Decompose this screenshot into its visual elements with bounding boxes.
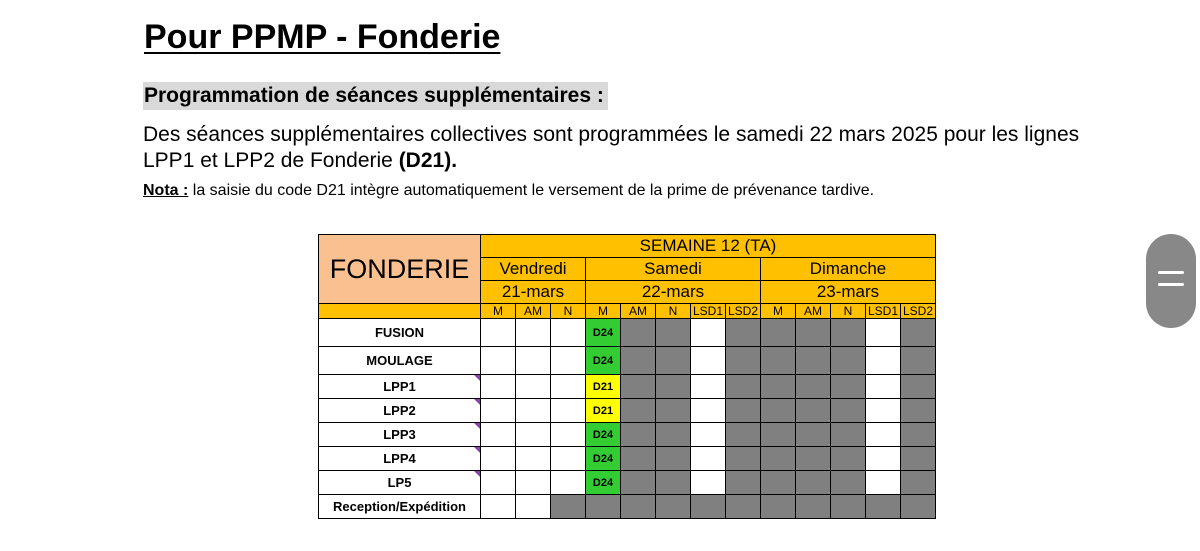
- grid-cell-unavailable: [656, 399, 691, 423]
- shift-header-n: N: [831, 304, 866, 319]
- shift-header-am: AM: [516, 304, 551, 319]
- grid-cell-unavailable: [726, 319, 761, 347]
- grid-cell-unavailable: [796, 423, 831, 447]
- grid-cell-empty: [516, 495, 551, 519]
- row-label-text: LP5: [387, 475, 412, 490]
- grid-cell-empty: [691, 375, 726, 399]
- shift-header-m: M: [481, 304, 516, 319]
- shift-header-am: AM: [796, 304, 831, 319]
- shift-header-lsd2: LSD2: [726, 304, 761, 319]
- comment-marker-icon: [474, 375, 480, 381]
- table-row: [319, 399, 936, 423]
- grid-cell-unavailable: [901, 375, 936, 399]
- grid-cell-unavailable: [796, 347, 831, 375]
- grid-cell-unavailable: [551, 495, 586, 519]
- grid-cell-empty: [691, 447, 726, 471]
- intro-paragraph: [143, 122, 1103, 174]
- grid-cell-unavailable: [901, 347, 936, 375]
- shift-header-am: AM: [621, 304, 656, 319]
- table-corner-fonderie: FONDERIE: [319, 235, 481, 304]
- row-label-text: LPP3: [383, 427, 416, 442]
- grid-cell-empty: [481, 471, 516, 495]
- section-heading: Programmation de séances supplémentaires :: [143, 82, 608, 110]
- table-row: [319, 375, 936, 399]
- week-header: SEMAINE 12 (TA): [481, 235, 936, 258]
- grid-cell-empty: [551, 375, 586, 399]
- date-header-23-mars: 23-mars: [761, 281, 936, 304]
- grid-cell-empty: [516, 399, 551, 423]
- grid-cell-empty: [481, 319, 516, 347]
- grid-cell-empty: [551, 447, 586, 471]
- grid-cell-unavailable: [831, 375, 866, 399]
- grid-cell-unavailable: [796, 319, 831, 347]
- grid-cell-unavailable: [901, 423, 936, 447]
- row-label: FUSION: [319, 319, 481, 347]
- grid-cell-unavailable: [656, 447, 691, 471]
- grid-cell-empty: [866, 471, 901, 495]
- grid-cell-unavailable: [621, 399, 656, 423]
- grid-cell-unavailable: [726, 471, 761, 495]
- shift-header-m: M: [761, 304, 796, 319]
- intro-code: (D21).: [398, 149, 458, 172]
- grid-cell-unavailable: [901, 319, 936, 347]
- grid-cell-unavailable: [726, 399, 761, 423]
- grid-cell-unavailable: [796, 399, 831, 423]
- grid-cell-unavailable: [621, 423, 656, 447]
- grid-cell-unavailable: [621, 447, 656, 471]
- grid-cell-empty: [691, 319, 726, 347]
- table-row: [319, 495, 936, 519]
- grid-cell-code: D24: [586, 347, 621, 375]
- grid-cell-unavailable: [621, 495, 656, 519]
- grid-cell-unavailable: [656, 319, 691, 347]
- nota-text: la saisie du code D21 intègre automatiquement le versement de la prime de prévenance tardive.: [188, 182, 875, 199]
- grid-cell-unavailable: [726, 347, 761, 375]
- grid-cell-unavailable: [761, 495, 796, 519]
- grid-cell-unavailable: [656, 423, 691, 447]
- intro-text: Des séances supplémentaires collectives sont programmées le samedi 22 mars 2025 pour les lignes LPP1 et LPP2 de Fonderie: [143, 123, 1080, 172]
- grid-cell-unavailable: [656, 495, 691, 519]
- grid-cell-empty: [691, 423, 726, 447]
- grid-cell-unavailable: [621, 347, 656, 375]
- grid-cell-code: D21: [586, 399, 621, 423]
- grid-cell-empty: [691, 399, 726, 423]
- grid-cell-empty: [516, 423, 551, 447]
- shift-header-n: N: [551, 304, 586, 319]
- scroll-handle[interactable]: [1146, 234, 1196, 328]
- grid-cell-unavailable: [831, 471, 866, 495]
- grid-cell-unavailable: [901, 447, 936, 471]
- grid-cell-unavailable: [761, 375, 796, 399]
- grid-cell-empty: [481, 423, 516, 447]
- comment-marker-icon: [474, 423, 480, 429]
- day-header-samedi: Samedi: [586, 258, 761, 281]
- grid-cell-unavailable: [761, 423, 796, 447]
- grid-cell-empty: [516, 347, 551, 375]
- grid-cell-code: D24: [586, 471, 621, 495]
- grid-cell-unavailable: [831, 347, 866, 375]
- grid-cell-empty: [516, 471, 551, 495]
- shift-header-lsd2: LSD2: [901, 304, 936, 319]
- grid-cell-unavailable: [831, 423, 866, 447]
- grip-line-icon: [1158, 283, 1184, 286]
- grid-cell-empty: [866, 447, 901, 471]
- grid-cell-empty: [866, 375, 901, 399]
- grid-cell-unavailable: [726, 375, 761, 399]
- grid-cell-code: D21: [586, 375, 621, 399]
- grid-cell-unavailable: [761, 347, 796, 375]
- grid-cell-empty: [551, 319, 586, 347]
- grid-cell-unavailable: [621, 375, 656, 399]
- table-row: [319, 347, 936, 375]
- page-title: Pour PPMP - Fonderie: [144, 18, 501, 56]
- grid-cell-empty: [551, 471, 586, 495]
- row-label: [319, 423, 481, 447]
- row-label-text: LPP4: [383, 451, 416, 466]
- grid-cell-empty: [866, 399, 901, 423]
- grid-cell-unavailable: [656, 375, 691, 399]
- date-header-21-mars: 21-mars: [481, 281, 586, 304]
- grid-cell-empty: [481, 447, 516, 471]
- grid-cell-unavailable: [726, 495, 761, 519]
- grid-cell-unavailable: [761, 471, 796, 495]
- grid-cell-empty: [551, 423, 586, 447]
- nota-note: [143, 182, 874, 200]
- grid-cell-unavailable: [831, 447, 866, 471]
- grid-cell-unavailable: [656, 471, 691, 495]
- table-row: [319, 447, 936, 471]
- grid-cell-empty: [551, 399, 586, 423]
- shift-header-lsd1: LSD1: [866, 304, 901, 319]
- grid-cell-unavailable: [866, 495, 901, 519]
- table-row: [319, 319, 936, 347]
- grid-cell-unavailable: [796, 375, 831, 399]
- grid-cell-unavailable: [691, 495, 726, 519]
- row-label: [319, 471, 481, 495]
- grid-cell-unavailable: [796, 495, 831, 519]
- grid-cell-unavailable: [621, 319, 656, 347]
- day-header-dimanche: Dimanche: [761, 258, 936, 281]
- shift-header-spacer: [319, 304, 481, 319]
- table-row: [319, 423, 936, 447]
- grid-cell-code: D24: [586, 447, 621, 471]
- grid-cell-empty: [516, 319, 551, 347]
- row-label: MOULAGE: [319, 347, 481, 375]
- table-row: [319, 471, 936, 495]
- shift-header-m: M: [586, 304, 621, 319]
- comment-marker-icon: [474, 399, 480, 405]
- grid-cell-unavailable: [796, 471, 831, 495]
- comment-marker-icon: [474, 471, 480, 477]
- grid-cell-empty: [866, 347, 901, 375]
- grid-cell-unavailable: [726, 423, 761, 447]
- grid-cell-unavailable: [761, 447, 796, 471]
- row-label: [319, 375, 481, 399]
- grid-cell-empty: [866, 423, 901, 447]
- grip-line-icon: [1158, 271, 1184, 274]
- grid-cell-unavailable: [726, 447, 761, 471]
- grid-cell-empty: [481, 347, 516, 375]
- grid-cell-unavailable: [901, 471, 936, 495]
- grid-cell-empty: [691, 471, 726, 495]
- row-label: Reception/Expédition: [319, 495, 481, 519]
- grid-cell-unavailable: [831, 495, 866, 519]
- grid-cell-unavailable: [831, 319, 866, 347]
- grid-cell-unavailable: [796, 447, 831, 471]
- grid-cell-unavailable: [656, 347, 691, 375]
- grid-cell-unavailable: [901, 495, 936, 519]
- grid-cell-unavailable: [761, 399, 796, 423]
- grid-cell-unavailable: [761, 319, 796, 347]
- grid-cell-empty: [516, 447, 551, 471]
- schedule-table: [318, 234, 936, 519]
- grid-cell-empty: [481, 495, 516, 519]
- row-label: [319, 399, 481, 423]
- grid-cell-empty: [551, 347, 586, 375]
- shift-header-lsd1: LSD1: [691, 304, 726, 319]
- comment-marker-icon: [474, 447, 480, 453]
- grid-cell-unavailable: [901, 399, 936, 423]
- grid-cell-empty: [481, 399, 516, 423]
- row-label-text: LPP1: [383, 379, 416, 394]
- row-label: [319, 447, 481, 471]
- row-label-text: LPP2: [383, 403, 416, 418]
- grid-cell-unavailable: [621, 471, 656, 495]
- grid-cell-unavailable: [831, 399, 866, 423]
- day-header-vendredi: Vendredi: [481, 258, 586, 281]
- shift-header-n: N: [656, 304, 691, 319]
- grid-cell-unavailable: [586, 495, 621, 519]
- grid-cell-code: D24: [586, 423, 621, 447]
- grid-cell-code: D24: [586, 319, 621, 347]
- nota-label: Nota :: [143, 182, 189, 199]
- grid-cell-empty: [481, 375, 516, 399]
- grid-cell-empty: [866, 319, 901, 347]
- grid-cell-empty: [691, 347, 726, 375]
- grid-cell-empty: [516, 375, 551, 399]
- date-header-22-mars: 22-mars: [586, 281, 761, 304]
